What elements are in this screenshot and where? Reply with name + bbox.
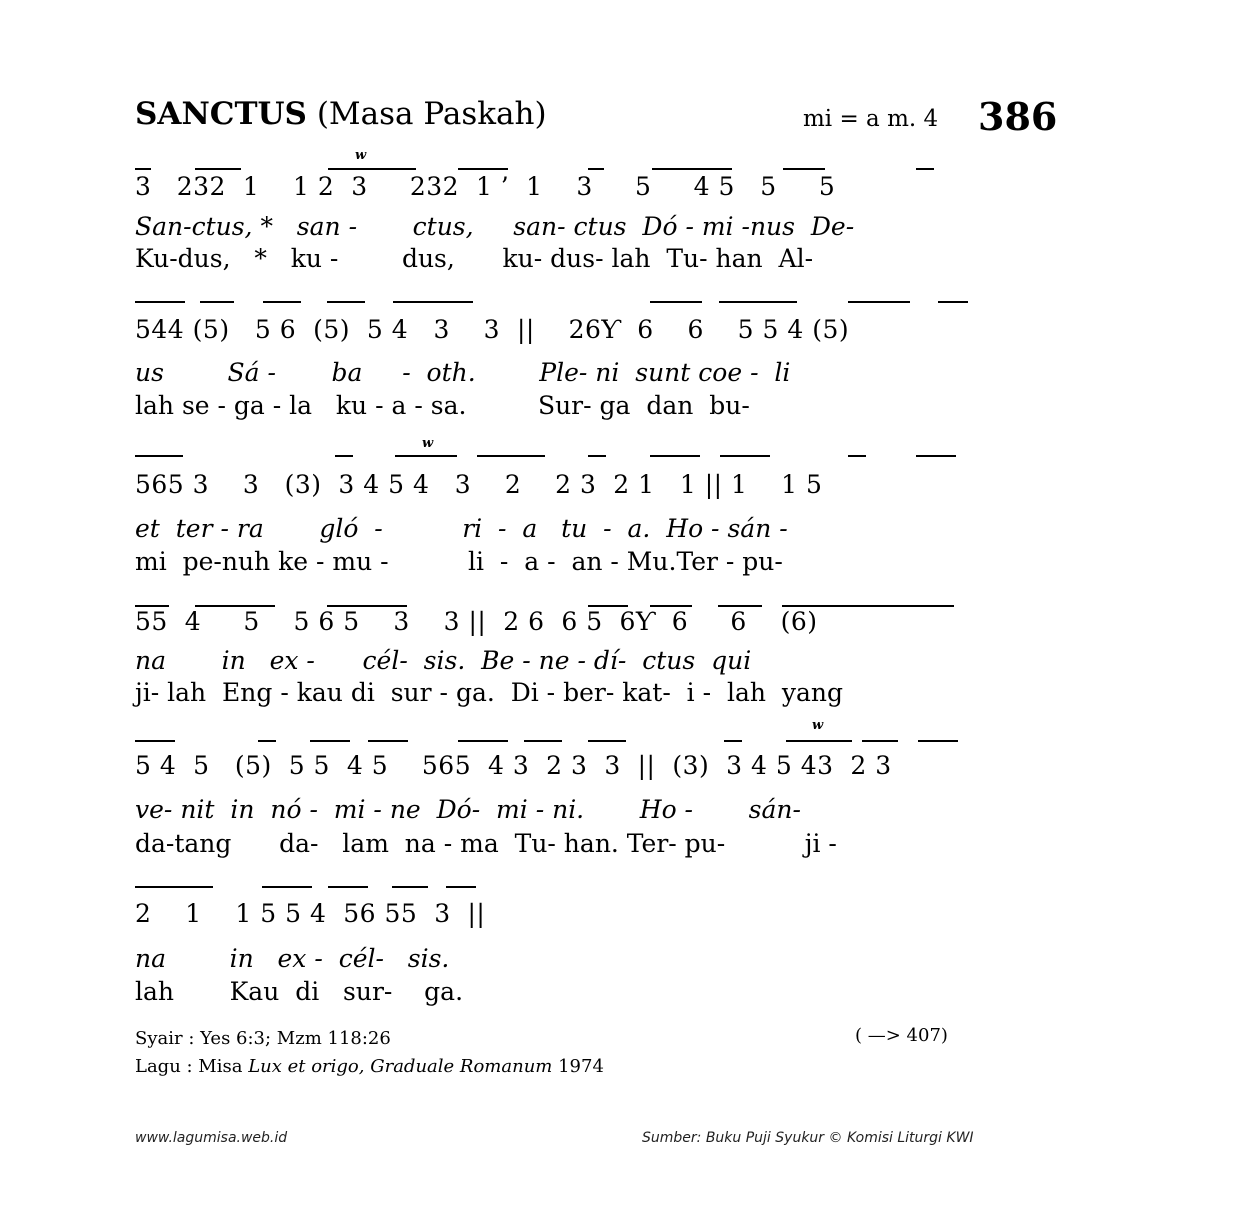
- indonesian-lyrics: Ku-dus, * ku - dus, ku- dus- lah Tu- han Al-: [135, 244, 814, 273]
- latin-lyrics: et ter - ra gló - ri - a tu - a. Ho - sán -: [135, 514, 788, 543]
- credit-melody-prefix: Lagu : Misa: [135, 1056, 249, 1077]
- beam: [588, 455, 606, 457]
- beam: [720, 455, 770, 457]
- key-signature: mi = a m. 4: [803, 106, 939, 132]
- notes-line: 2 1 1 5 5 4 56 55 3 ||: [135, 899, 486, 928]
- latin-lyrics: San-ctus, * san - ctus, san- ctus Dó - mi -nus De-: [135, 212, 855, 241]
- indonesian-lyrics: mi pe-nuh ke - mu - li - a - an - Mu.Ter - pu-: [135, 547, 783, 576]
- beam: [524, 740, 562, 742]
- beam: [650, 301, 702, 303]
- footer-website: www.lagumisa.web.id: [135, 1130, 288, 1146]
- beam: [258, 740, 276, 742]
- beam: [310, 740, 350, 742]
- beam: [916, 168, 934, 170]
- footer-source: Sumber: Buku Puji Syukur © Komisi Liturgi KWI: [642, 1130, 974, 1146]
- latin-lyrics: ve- nit in nó - mi - ne Dó- mi - ni. Ho - sán-: [135, 795, 801, 824]
- notes-line: 565 3 3 (3) 3 4 5 4 3 2 2 3 2 1 1 || 1 1 5: [135, 470, 823, 499]
- beam: [135, 740, 175, 742]
- w-mark: w: [422, 436, 434, 451]
- beam: [335, 455, 353, 457]
- notes-line: 3 232 1 1 2 3 232 1 ’ 1 3 5 4 5 5 5: [135, 172, 836, 201]
- notes-line: 55 4 5 5 6 5 3 3 || 2 6 6 5 6Ƴ 6 6 (6): [135, 607, 818, 636]
- indonesian-lyrics: ji- lah Eng - kau di sur - ga. Di - ber- kat- i - lah yang: [135, 678, 843, 707]
- title-main: SANCTUS: [135, 96, 307, 132]
- beam: [328, 886, 368, 888]
- beam: [588, 740, 626, 742]
- beam: [328, 168, 416, 170]
- beam: [327, 301, 365, 303]
- beam: [135, 455, 183, 457]
- beam: [263, 301, 301, 303]
- beam: [200, 301, 234, 303]
- notes-line: 544 (5) 5 6 (5) 5 4 3 3 || 26Ƴ 6 6 5 5 4 (5): [135, 315, 850, 344]
- beam: [724, 740, 742, 742]
- beam: [848, 455, 866, 457]
- hymn-title: [135, 96, 547, 132]
- cross-reference: ( —> 407): [855, 1025, 948, 1046]
- latin-lyrics: us Sá - ba - oth. Ple- ni sunt coe - li: [135, 358, 791, 387]
- beam: [650, 455, 700, 457]
- beam: [862, 740, 898, 742]
- beam: [392, 886, 428, 888]
- beam: [783, 168, 825, 170]
- beam: [938, 301, 968, 303]
- beam: [477, 455, 545, 457]
- beam: [135, 301, 185, 303]
- beam: [458, 740, 508, 742]
- credit-melody-year: 1974: [552, 1056, 604, 1077]
- w-mark: w: [812, 718, 824, 733]
- notes-line: 5 4 5 (5) 5 5 4 5 565 4 3 2 3 3 || (3) 3 4 5 43 2 3: [135, 751, 892, 780]
- indonesian-lyrics: lah Kau di sur- ga.: [135, 977, 464, 1006]
- beam: [368, 740, 408, 742]
- beam: [652, 168, 732, 170]
- title-season: (Masa Paskah): [316, 96, 547, 132]
- beam: [916, 455, 956, 457]
- beam: [918, 740, 958, 742]
- beam: [395, 455, 457, 457]
- beam: [719, 301, 797, 303]
- hymn-number: 386: [978, 94, 1058, 139]
- latin-lyrics: na in ex - cél- sis. Be - ne - dí- ctus qui: [135, 646, 752, 675]
- indonesian-lyrics: lah se - ga - la ku - a - sa. Sur- ga dan bu-: [135, 391, 750, 420]
- beam: [195, 168, 241, 170]
- beam: [446, 886, 476, 888]
- beam: [458, 168, 508, 170]
- beam: [848, 301, 910, 303]
- credit-lyrics: Syair : Yes 6:3; Mzm 118:26: [135, 1028, 391, 1049]
- credit-melody-work: Lux et origo, Graduale Romanum: [248, 1056, 553, 1077]
- beam: [135, 886, 213, 888]
- beam: [786, 740, 852, 742]
- latin-lyrics: na in ex - cél- sis.: [135, 944, 450, 973]
- indonesian-lyrics: da-tang da- lam na - ma Tu- han. Ter- pu- ji -: [135, 829, 837, 858]
- w-mark: w: [355, 148, 367, 163]
- beam: [588, 168, 604, 170]
- beam: [135, 168, 151, 170]
- beam: [262, 886, 312, 888]
- credit-melody: [135, 1056, 604, 1077]
- beam: [393, 301, 473, 303]
